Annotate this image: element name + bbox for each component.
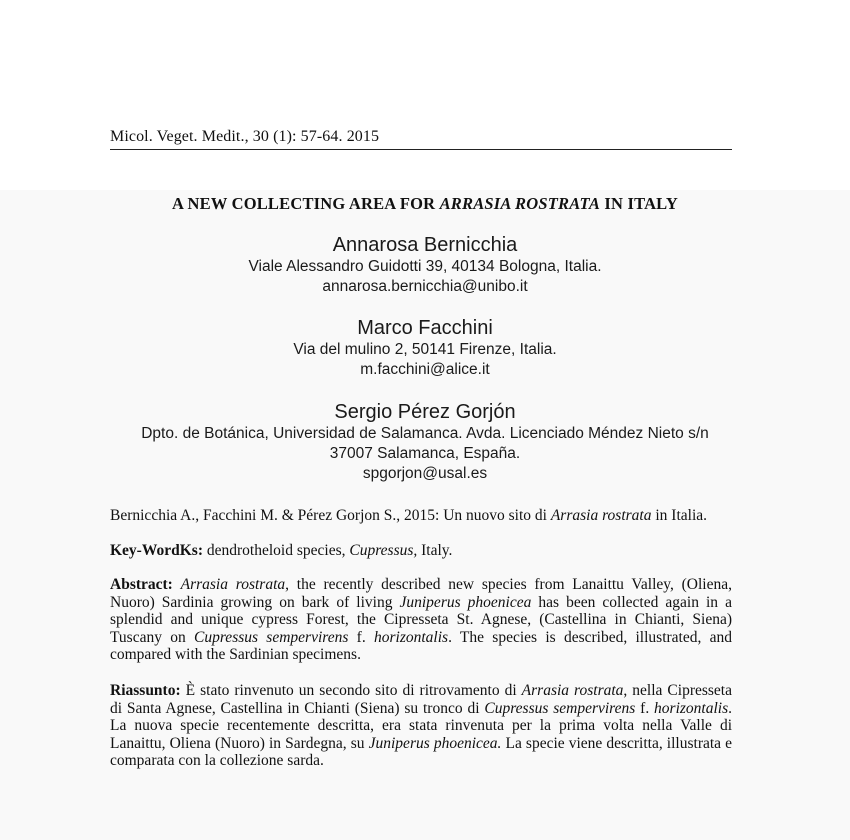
page-top-band	[0, 0, 850, 190]
title-pre: A NEW COLLECTING AREA FOR	[172, 194, 440, 213]
abstract-text: has been collected again in a splendid and unique cypress Forest, the Cipresseta St. Agnese, (Castellina in Chianti, Siena) Tuscany on	[110, 593, 732, 646]
keywords-label: Key-WordKs:	[110, 542, 203, 559]
header-rule	[110, 149, 732, 150]
riassunto-species-3: Juniperus phoenicea.	[368, 734, 502, 752]
title-post: IN ITALY	[600, 194, 678, 213]
riassunto	[110, 682, 732, 770]
keywords	[110, 542, 732, 560]
riassunto-text: È stato rinvenuto un secondo sito di ritrovamento di	[180, 682, 522, 699]
riassunto-text: La specie viene descritta, illustrata e comparata con la collezione sarda.	[110, 734, 732, 769]
riassunto-form: horizontalis	[654, 699, 729, 717]
abstract	[110, 576, 732, 664]
author-email: m.facchini@alice.it	[360, 361, 490, 378]
abstract-text: f.	[348, 628, 374, 646]
author-address: Viale Alessandro Guidotti 39, 40134 Bologna, Italia.	[248, 258, 602, 275]
abstract-species-2: Juniperus phoenicea	[399, 593, 532, 611]
abstract-label: Abstract:	[110, 576, 173, 593]
author-name: Marco Facchini	[357, 317, 493, 339]
author-block-1	[0, 233, 850, 297]
riassunto-text: . La nuova specie recentemente descritta, era stata rinvenuta per la prima volta nella Valle di Lanaittu, Oliena (Nuoro) in Sardegna, su	[110, 699, 732, 752]
title-italic: ARRASIA ROSTRATA	[439, 194, 601, 213]
author-address: 37007 Salamanca, España.	[329, 445, 521, 462]
keywords-pre: dendrotheloid species,	[203, 542, 350, 559]
riassunto-text: , nella Cipresseta di Santa Agnese, Castellina in Chianti (Siena) su tronco di	[110, 682, 732, 717]
citation-pre: Bernicchia A., Facchini M. & Pérez Gorjon S., 2015: Un nuovo sito di	[110, 507, 551, 524]
keywords-italic: Cupressus,	[349, 542, 418, 559]
paper-title	[0, 194, 850, 214]
abstract-text: . The species is described, illustrated, and compared with the Sardinian specimens.	[110, 628, 733, 663]
author-email: annarosa.bernicchia@unibo.it	[322, 278, 528, 295]
author-block-2	[0, 316, 850, 380]
abstract-text: , the recently described new species from Lanaittu Valley, (Oliena, Nuoro) Sardinia growing on bark of living	[110, 576, 732, 611]
riassunto-label: Riassunto:	[110, 682, 181, 699]
riassunto-text: f.	[635, 699, 655, 717]
journal-reference: Micol. Veget. Medit., 30 (1): 57-64. 2015	[110, 128, 380, 145]
riassunto-species-1: Arrasia rostrata	[521, 682, 624, 699]
abstract-species-1: Arrasia rostrata	[180, 576, 286, 593]
citation-italic: Arrasia rostrata	[550, 507, 652, 524]
riassunto-species-2: Cupressus sempervirens	[484, 699, 636, 717]
author-email: spgorjon@usal.es	[362, 465, 488, 482]
abstract-form: horizontalis	[373, 628, 449, 646]
abstract-species-3: Cupressus sempervirens	[194, 628, 349, 646]
citation-post: in Italia.	[651, 507, 708, 524]
author-name: Annarosa Bernicchia	[332, 234, 518, 256]
keywords-post: Italy.	[417, 542, 453, 559]
author-block-3	[0, 400, 850, 484]
author-name: Sergio Pérez Gorjón	[334, 401, 516, 423]
author-address: Via del mulino 2, 50141 Firenze, Italia.	[293, 341, 557, 358]
citation	[110, 507, 732, 525]
author-address: Dpto. de Botánica, Universidad de Salamanca. Avda. Licenciado Méndez Nieto s/n	[141, 425, 709, 442]
